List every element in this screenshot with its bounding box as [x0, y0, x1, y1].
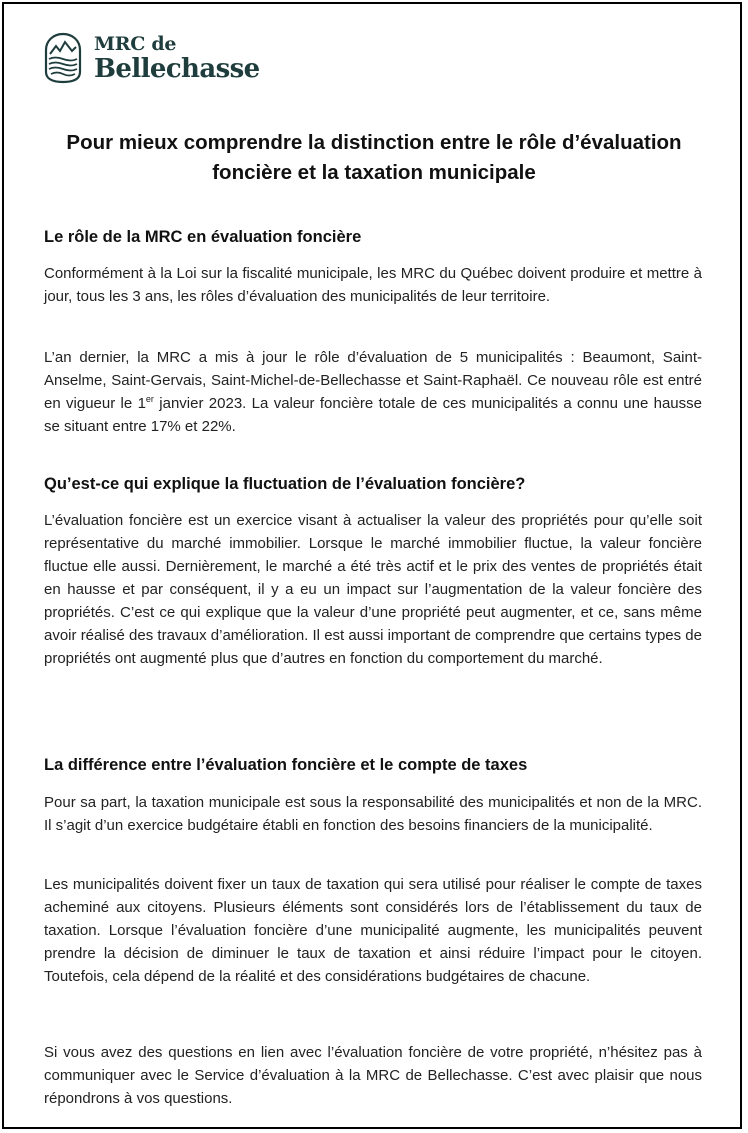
paragraph-closing: Si vous avez des questions en lien avec l’évaluation foncière de votre propriété, n’hésitez pas à communiquer avec le Service d’évaluation à la MRC de Bellechasse. C’est avec plaisir que nous répondrons à vos questions.	[44, 1044, 702, 1107]
mrc-logo	[42, 30, 260, 86]
document-title: Pour mieux comprendre la distinction entre le rôle d’évaluation foncière et la taxation municipale	[66, 131, 682, 184]
paragraph-fluctuation: L’évaluation foncière est un exercice visant à actualiser la valeur des propriétés pour qu’elle soit représentative du marché immobilier. Lorsque le marché immobilier fluctue, la valeur foncière fluctue elle aussi. Dernièrement, le marché a été très actif et le prix des ventes de propriétés était en hausse et par conséquent, il y a eu un impact sur l’augmentation de la valeur foncière des propriétés. C’est ce qui explique que la valeur d’une propriété peut augmenter, et ce, sans même avoir réalisé des travaux d’amélioration. Il est aussi important de comprendre que certains types de propriétés ont augmenté plus que d’autres en fonction du comportement du marché.	[44, 512, 702, 667]
document-page	[2, 2, 742, 1129]
logo-name-line2: Bellechasse	[94, 53, 260, 84]
paragraph-loi-fiscalite: Conformément à la Loi sur la fiscalité municipale, les MRC du Québec doivent produire et mettre à jour, tous les 3 ans, les rôles d’évaluation des municipalités de leur territoire.	[44, 265, 702, 305]
section-heading-fluctuation: Qu’est-ce qui explique la fluctuation de l’évaluation foncière?	[44, 475, 526, 493]
paragraph-role-2023-part1: L’an dernier, la MRC a mis à jour le rôle d’évaluation de 5 municipalités : Beaumont, Saint-Anselme, Saint-Gervais, Saint-Michel-de-Bellechasse et Saint-Raphaël. Ce nouveau rôle est entré en vigueur le 1	[44, 349, 702, 412]
superscript-er: er	[145, 394, 154, 404]
paragraph-role-2023-part2: janvier 2023. La valeur foncière totale de ces municipalités a connu une hausse se situant entre 17% et 22%.	[44, 395, 702, 435]
section-heading-role-mrc: Le rôle de la MRC en évaluation foncière	[44, 228, 362, 246]
paragraph-taxation: Pour sa part, la taxation municipale est sous la responsabilité des municipalités et non de la MRC. Il s’agit d’un exercice budgétaire établi en fonction des besoins financiers de la municipalité.	[44, 794, 702, 834]
paragraph-role-2023	[44, 346, 702, 438]
section-heading-difference: La différence entre l’évaluation foncière et le compte de taxes	[44, 756, 528, 774]
mrc-emblem-icon	[42, 32, 84, 84]
paragraph-taux-taxation: Les municipalités doivent fixer un taux de taxation qui sera utilisé pour réaliser le compte de taxes acheminé aux citoyens. Plusieurs éléments sont considérés lors de l’établissement du taux de taxation. Lorsque l’évaluation foncière d’une municipalité augmente, les municipalités peuvent prendre la décision de diminuer le taux de taxation et ainsi réduire l’impact pour le citoyen. Toutefois, cela dépend de la réalité et des considérations budgétaires de chacune.	[44, 876, 702, 985]
logo-name-line1: MRC de	[94, 32, 177, 55]
